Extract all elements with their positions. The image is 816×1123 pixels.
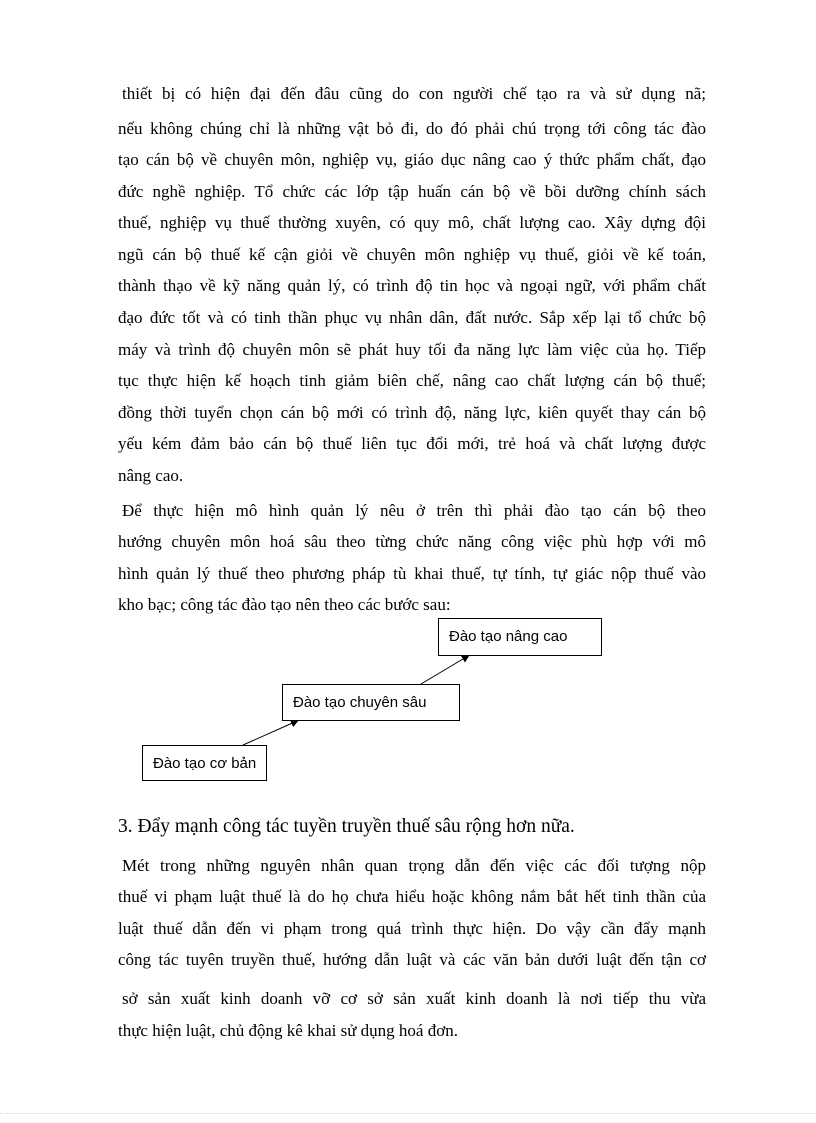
step-advanced-training-box — [438, 618, 602, 656]
paragraph1-line-12: yếu kém đảm bảo cán bộ thuế liên tục đổi mới, trẻ hoá và chất lượng được — [118, 434, 706, 453]
paragraph2-line-2: hướng chuyên môn hoá sâu theo từng chức năng công việc phù hợp với mô — [118, 532, 706, 551]
step-specialized-training-label: Đào tạo chuyên sâu — [293, 694, 427, 711]
page-bottom-divider — [0, 1113, 816, 1114]
paragraph1-line-2: nếu không chúng chỉ là những vật bỏ đi, do đó phải chú trọng tới công tác đào — [118, 119, 706, 138]
section-3-heading: 3. Đẩy mạnh công tác tuyền truyền thuế sâu rộng hơn nữa. — [118, 816, 575, 837]
paragraph2-line-4: kho bạc; công tác đào tạo nên theo các bước sau: — [118, 595, 451, 614]
arrow-specialized-to-advanced — [421, 656, 468, 684]
section3-line-2: thuế vi phạm luật thuế là do họ chưa hiểu hoặc không nắm bắt hết tinh thần của — [118, 887, 706, 906]
step-advanced-training-label: Đào tạo nâng cao — [449, 628, 568, 645]
arrow-basic-to-specialized — [243, 721, 297, 745]
section3-line-1: Mét trong những nguyên nhân quan trọng dẫn đến việc các đối tượng nộp — [122, 856, 706, 875]
paragraph1-line-10: tục thực hiện kế hoạch tinh giảm biên chế, nâng cao chất lượng cán bộ thuế; — [118, 371, 706, 390]
paragraph1-line-1: thiết bị có hiện đại đến đâu cũng do con người chế tạo ra và sử dụng nã; — [122, 84, 706, 103]
paragraph2-line-1: Để thực hiện mô hình quản lý nêu ở trên thì phải đào tạo cán bộ theo — [122, 501, 706, 520]
paragraph1-line-13: nâng cao. — [118, 466, 184, 485]
paragraph1-line-11: đồng thời tuyển chọn cán bộ mới có trình độ, năng lực, kiên quyết thay cán bộ — [118, 403, 706, 422]
section3-line-3: luật thuế dẫn đến vi phạm trong quá trình thực hiện. Do vậy cần đẩy mạnh — [118, 919, 706, 938]
step-basic-training-box — [142, 745, 267, 781]
paragraph1-line-3: tạo cán bộ về chuyên môn, nghiệp vụ, giáo dục nâng cao ý thức phẩm chất, đạo — [118, 150, 706, 169]
paragraph1-line-7: thành thạo về kỹ năng quản lý, có trình độ tin học và ngoại ngữ, với phẩm chất — [118, 276, 706, 295]
section3-line-5: sở sản xuất kinh doanh vỡ cơ sở sản xuất kinh doanh là nơi tiếp thu vừa — [122, 989, 706, 1008]
paragraph1-line-8: đạo đức tốt và có tinh thần phục vụ nhân dân, đất nước. Sắp xếp lại tổ chức bộ — [118, 308, 706, 327]
paragraph1-line-4: đức nghề nghiệp. Tổ chức các lớp tập huấn cán bộ về bồi dưỡng chính sách — [118, 182, 706, 201]
section3-line-6: thực hiện luật, chủ động kê khai sử dụng hoá đơn. — [118, 1021, 458, 1040]
paragraph1-line-9: máy và trình độ chuyên môn sẽ phát huy tối đa năng lực làm việc của họ. Tiếp — [118, 340, 706, 359]
paragraph2-line-3: hình quản lý thuế theo phương pháp tù khai thuế, tự tính, tự giác nộp thuế vào — [118, 564, 706, 583]
paragraph1-line-5: thuế, nghiệp vụ thuế thường xuyên, có quy mô, chất lượng cao. Xây dựng đội — [118, 213, 706, 232]
step-basic-training-label: Đào tạo cơ bản — [153, 755, 257, 772]
paragraph1-line-6: ngũ cán bộ thuế kế cận giỏi về chuyên môn nghiệp vụ thuế, giỏi về kế toán, — [118, 245, 706, 264]
section3-line-4: công tác tuyên truyền thuế, hướng dẫn luật và các văn bản dưới luật đến tận cơ — [118, 950, 706, 969]
step-specialized-training-box — [282, 684, 460, 721]
